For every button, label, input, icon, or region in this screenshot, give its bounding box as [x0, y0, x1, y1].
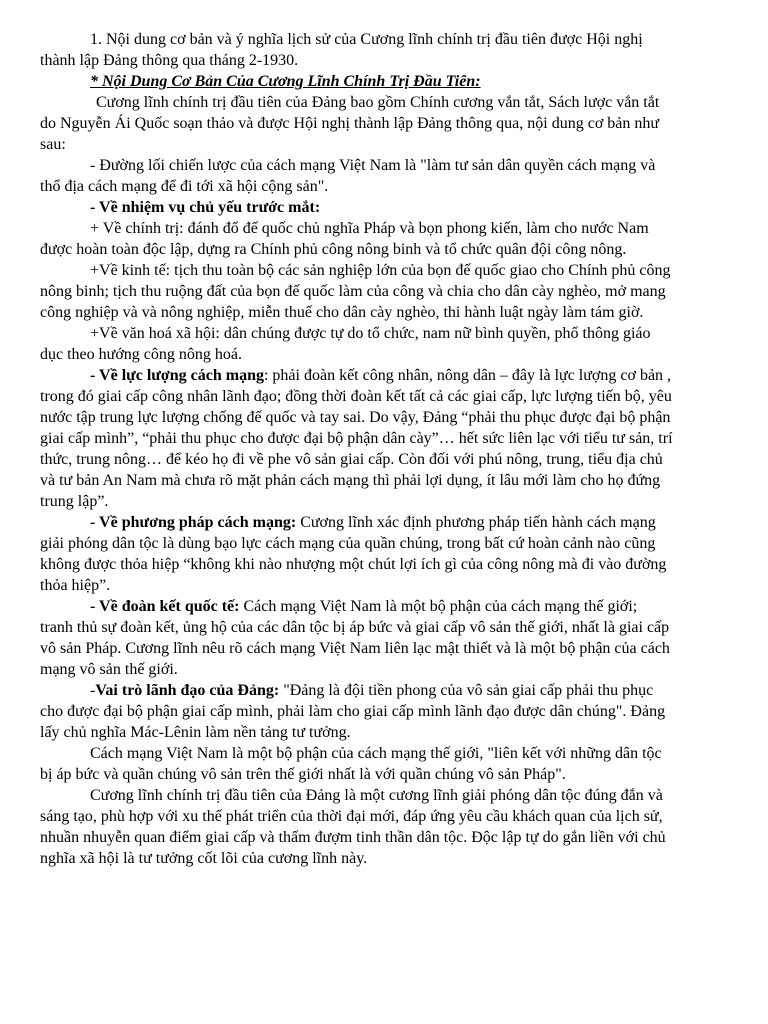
leadership-text: "Đảng là đội tiền phong của vô sản giai cấp phải thu phục cho được đại bộ phận giai cấp mình, phải làm cho giai cấp mình lãnh đạo được dân chúng". Đảng lấy chủ nghĩa Mác-Lênin làm nền tảng tư tưởng. [40, 682, 666, 741]
forces-label: - Về lực lượng cách mạng [90, 367, 264, 384]
section-heading [40, 71, 674, 92]
section-heading-text: * Nội Dung Cơ Bản Của Cương Lĩnh Chính Trị Đầu Tiên: [90, 73, 481, 90]
method-text: Cương lĩnh xác định phương pháp tiến hành cách mạng giải phóng dân tộc là dùng bạo lực cách mạng của quần chúng, trong bất cứ hoàn cảnh nào cũng không được thỏa hiệp “không khi nào nhượng một chút lợi ích gì của công nông mà đi vào đường thỏa hiệp”. [40, 514, 667, 594]
leadership-prefix: - [90, 682, 96, 699]
culture-paragraph: +Về văn hoá xã hội: dân chúng được tự do tổ chức, nam nữ bình quyền, phổ thông giáo dục theo hướng công nông hoá. [40, 325, 651, 363]
document-body [40, 29, 674, 869]
world-paragraph: Cách mạng Việt Nam là một bộ phận của cách mạng thế giới, "liên kết với những dân tộc bị áp bức và quần chúng vô sản trên thế giới nhất là với quần chúng vô sản Pháp". [40, 745, 662, 783]
question-title: 1. Nội dung cơ bản và ý nghĩa lịch sử của Cương lĩnh chính trị đầu tiên được Hội nghị thành lập Đảng thông qua tháng 2-1930. [40, 31, 643, 69]
international-paragraph [40, 596, 674, 680]
international-text: Cách mạng Việt Nam là một bộ phận của cách mạng thế giới; tranh thủ sự đoàn kết, ủng hộ của các dân tộc bị áp bức và giai cấp vô sản thế giới, nhất là giai cấp vô sản Pháp. Cương lĩnh nêu rõ cách mạng Việt Nam liên lạc mật thiết và là một bộ phận của cách mạng vô sản thế giới. [40, 598, 670, 678]
conclusion-paragraph: Cương lĩnh chính trị đầu tiên của Đảng là một cương lĩnh giải phóng dân tộc đúng đắn và sáng tạo, phù hợp với xu thế phát triển của thời đại mới, đáp ứng yêu cầu khách quan của lịch sử, nhuần nhuyễn quan điểm giai cấp và thấm đượm tinh thần dân tộc. Độc lập tự do gắn liền với chủ nghĩa xã hội là tư tưởng cốt lõi của cương lĩnh này. [40, 787, 666, 867]
economy-paragraph: +Về kinh tế: tịch thu toàn bộ các sản nghiệp lớn của bọn đế quốc giao cho Chính phủ công nông binh; tịch thu ruộng đất của bọn đế quốc làm của công và chia cho dân cày nghèo, mở mang công nghiệp và và nông nghiệp, miễn thuế cho dân cày nghèo, thi hành luật ngày làm tám giờ. [40, 262, 671, 321]
leadership-label: Vai trò lãnh đạo của Đảng: [95, 682, 280, 699]
forces-paragraph [40, 365, 674, 512]
international-label: - Về đoàn kết quốc tế: [90, 598, 240, 615]
forces-text: : phải đoàn kết công nhân, nông dân – đây là lực lượng cơ bản , trong đó giai cấp công nhân lãnh đạo; đồng thời đoàn kết tất cả các giai cấp, lực lượng tiến bộ, yêu nước tập trung lực lượng chống đế quốc và tay sai. Do vậy, Đảng “phải thu phục được đại bộ phận giai cấp mình”, “phải thu phục cho được đại bộ phận dân cày”… hết sức liên lạc với tiểu tư sản, trí thức, trung nông… để kéo họ đi về phe vô sản giai cấp. Còn đối với phú nông, trung, tiểu địa chủ và tư bản An Nam mà chưa rõ mặt phản cách mạng thì phải lợi dụng, ít lâu mới làm cho họ đứng trung lập”. [40, 367, 673, 510]
method-paragraph [40, 512, 674, 596]
strategy-paragraph: - Đường lối chiến lược của cách mạng Việt Nam là "làm tư sản dân quyền cách mạng và thổ địa cách mạng để đi tới xã hội cộng sản". [40, 157, 656, 195]
intro-paragraph: Cương lĩnh chính trị đầu tiên của Đảng bao gồm Chính cương vắn tắt, Sách lược vắn tắt do Nguyễn Ái Quốc soạn thảo và được Hội nghị thành lập Đảng thông qua, nội dung cơ bản như sau: [40, 94, 660, 153]
politics-paragraph: + Về chính trị: đánh đổ đế quốc chủ nghĩa Pháp và bọn phong kiến, làm cho nước Nam được hoàn toàn độc lập, dựng ra Chính phủ công nông binh và tổ chức quân đội công nông. [40, 220, 649, 258]
tasks-heading: - Về nhiệm vụ chủ yếu trước mắt: [90, 199, 321, 216]
method-label: - Về phương pháp cách mạng: [90, 514, 297, 531]
leadership-paragraph [40, 680, 674, 743]
